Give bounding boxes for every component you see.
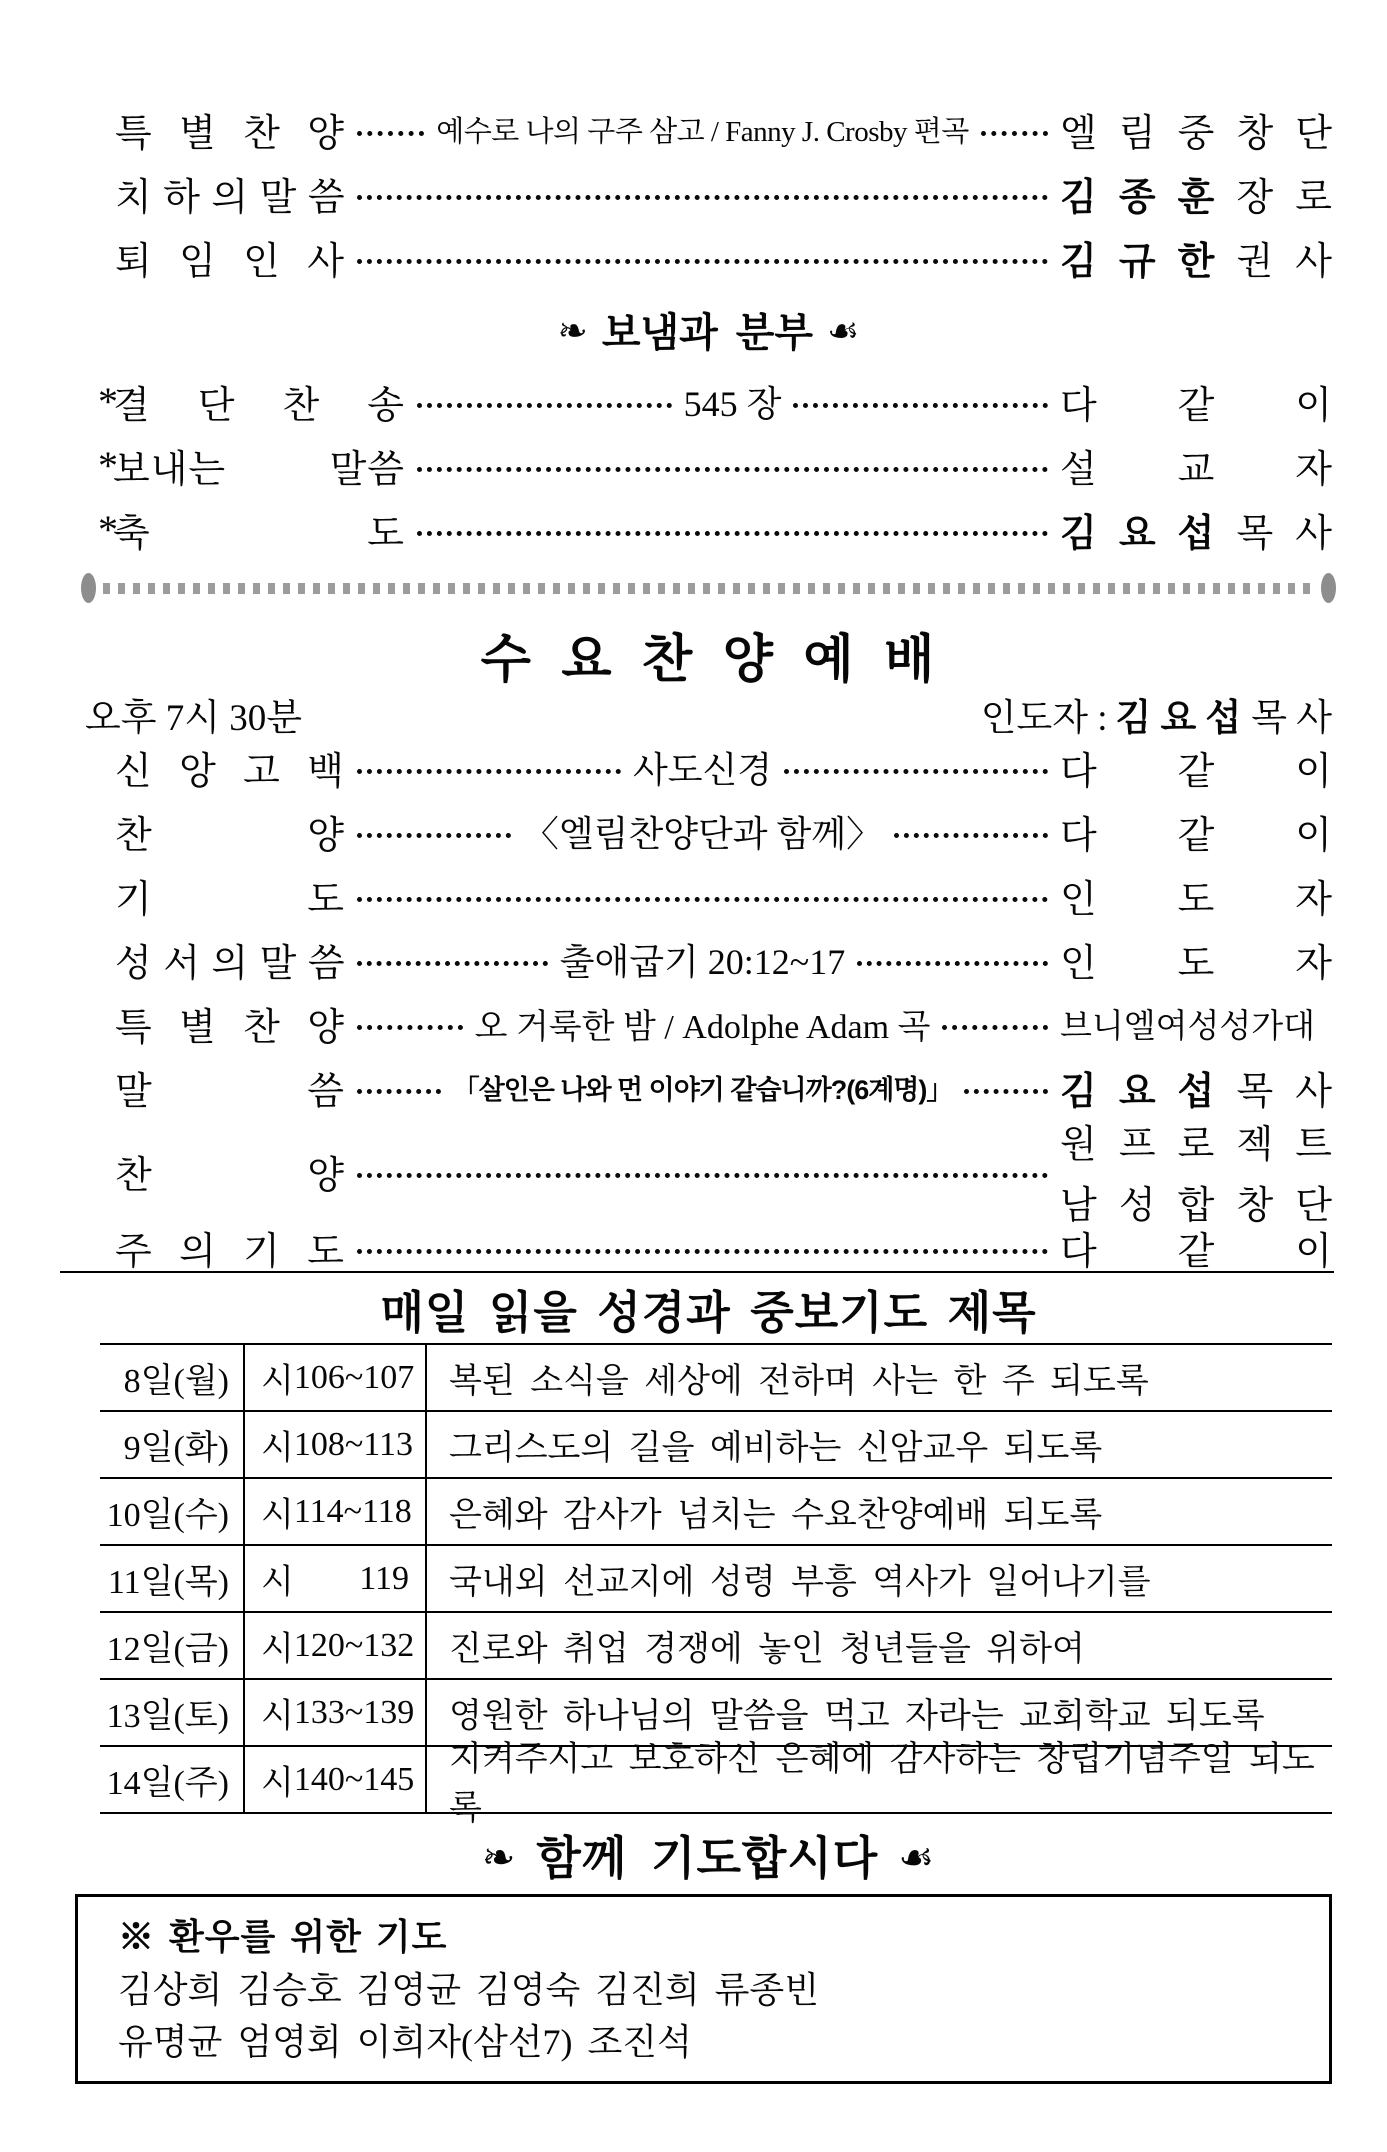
- order-line: [85, 927, 1332, 991]
- order-center: 예수로 나의 구주 삼고 / Fanny J. Crosby 편곡: [436, 115, 969, 148]
- order-name: 브니엘여성성가대: [1060, 1008, 1316, 1045]
- table-row: [100, 1479, 1332, 1546]
- pray-together-title: 함께 기도합시다: [536, 1832, 879, 1884]
- cell-date: 14일(주): [100, 1747, 245, 1812]
- dotted-leader: [857, 961, 1048, 966]
- order-name: 다 같 이: [1060, 814, 1332, 857]
- scripture-book: 시: [261, 1363, 294, 1400]
- cell-topic: 지켜주시고 보호하신 은혜에 감사하는 창립기념주일 되도록: [449, 1740, 1315, 1827]
- order-label: 말 씀: [115, 1070, 345, 1113]
- prayer-names-line: 김상희 김승호 김영균 김영숙 김진희 류종빈: [118, 1969, 819, 2010]
- order-center: 〈엘림찬양단과 함께〉: [522, 813, 883, 854]
- scripture-book: 시: [261, 1631, 294, 1668]
- order-label: 찬 양: [115, 814, 345, 857]
- leader-name-bold: 김 요 섭: [1115, 698, 1242, 739]
- sermon-title: 「살인은 나와 먼 이야기 같습니까?(6계명)」: [452, 1074, 953, 1105]
- order-name-line1: 원 프 로 젝 트: [1060, 1124, 1332, 1166]
- section-heading-text: 보냄과 분부: [601, 309, 814, 355]
- asterisk-mark: *: [98, 506, 118, 552]
- scripture-range: 108~113: [293, 1425, 413, 1463]
- order-line: [85, 1223, 1332, 1271]
- cell-scripture: [245, 1412, 427, 1477]
- dotted-leader: [357, 1249, 1048, 1254]
- cell-scripture: [245, 1613, 427, 1678]
- service-time-leader-line: [85, 693, 1332, 739]
- asterisk-mark: *: [98, 442, 118, 488]
- scripture-book: 시: [261, 1564, 294, 1601]
- cell-topic: 복된 소식을 세상에 전하며 사는 한 주 되도록: [449, 1363, 1149, 1400]
- order-center: 출애굽기 20:12~17: [559, 941, 846, 982]
- order-name: [1060, 102, 1332, 157]
- prayer-box-heading: ※ 환우를 위한 기도: [118, 1916, 448, 1957]
- leader-title: 목 사: [1251, 698, 1332, 739]
- cell-date: 12일(금): [100, 1613, 245, 1678]
- cell-scripture: [245, 1479, 427, 1544]
- asterisk-mark: *: [98, 378, 118, 424]
- order-name-line2: 남 성 합 창 단: [1060, 1185, 1332, 1227]
- order-name-regular: 엘 림 중 창 단: [1060, 112, 1333, 155]
- dotted-leader: [357, 897, 1048, 902]
- order-line: [85, 1055, 1332, 1119]
- order-name-regular: 장 로: [1236, 176, 1332, 219]
- order-line: [85, 1119, 1332, 1227]
- scripture-book: 시: [261, 1765, 294, 1802]
- cell-topic: 은혜와 감사가 넘치는 수요찬양예배 되도록: [449, 1497, 1103, 1534]
- divider-endcap-right: [1321, 573, 1336, 603]
- table-row: [100, 1412, 1332, 1479]
- cell-scripture: [245, 1546, 427, 1611]
- order-label: 보내는 말씀: [113, 448, 405, 491]
- dotted-leader: [357, 769, 621, 774]
- scripture-range: 120~132: [293, 1626, 415, 1664]
- order-line: [85, 369, 1332, 433]
- order-label: 퇴 임 인 사: [115, 240, 345, 283]
- order-line: [85, 433, 1332, 497]
- pray-together-heading: [85, 1826, 1332, 1884]
- order-center: 사도신경: [632, 749, 773, 790]
- order-line: [85, 991, 1332, 1055]
- cell-scripture: [245, 1747, 427, 1812]
- daily-reading-title: 매일 읽을 성경과 중보기도 제목: [380, 1286, 1037, 1338]
- dotted-leader: [894, 833, 1048, 838]
- order-line: [85, 97, 1332, 161]
- scripture-range: 133~139: [293, 1693, 415, 1731]
- order-name-bold: 김 종 훈: [1060, 176, 1237, 219]
- cell-scripture: [245, 1680, 427, 1745]
- order-line: [85, 225, 1332, 289]
- divider-endcap-left: [81, 573, 96, 603]
- table-row: [100, 1740, 1332, 1827]
- order-label: 기 도: [115, 878, 345, 921]
- order-name: 인 도 자: [1060, 942, 1332, 985]
- dotted-leader: [942, 1025, 1048, 1030]
- order-label: 특 별 찬 양: [115, 1006, 345, 1049]
- order-name-two-line: [1060, 1113, 1332, 1229]
- dotted-leader: [417, 403, 672, 408]
- fleuron-icon: ☙: [898, 1834, 936, 1880]
- order-name-regular: 권 사: [1236, 240, 1332, 283]
- cell-date: 9일(화): [100, 1412, 245, 1477]
- order-label: 신 앙 고 백: [115, 750, 345, 793]
- scripture-range: 106~107: [293, 1358, 415, 1396]
- dotted-leader: [357, 131, 424, 136]
- order-center: 545 장: [683, 383, 782, 424]
- order-label: 찬 양: [115, 1154, 345, 1197]
- dotted-leader: [357, 195, 1048, 200]
- order-name: [1060, 438, 1332, 493]
- dotted-leader: [793, 403, 1048, 408]
- fleuron-icon: ❧: [557, 311, 588, 351]
- cell-topic: 그리스도의 길을 예비하는 신암교우 되도록: [449, 1430, 1103, 1467]
- service-time: 오후 7시 30분: [85, 698, 302, 739]
- scripture-range: 114~118: [293, 1492, 412, 1530]
- dotted-leader: [357, 1173, 1048, 1178]
- fleuron-icon: ❧: [481, 1834, 517, 1880]
- order-label: 결 단 찬 송: [113, 384, 405, 427]
- order-label: 특 별 찬 양: [115, 112, 345, 155]
- dotted-leader: [357, 1025, 463, 1030]
- prayer-request-box: [75, 1894, 1332, 2084]
- order-line: [85, 863, 1332, 927]
- order-name-regular: 목 사: [1236, 1070, 1333, 1113]
- daily-reading-table: [100, 1343, 1332, 1827]
- dotted-leader: [964, 1089, 1048, 1094]
- order-name: [1060, 374, 1332, 429]
- order-name-regular: 다 같 이: [1060, 384, 1332, 427]
- order-label: 주 의 기 도: [115, 1230, 345, 1273]
- order-name: 인 도 자: [1060, 878, 1332, 921]
- scripture-book: 시: [261, 1698, 294, 1735]
- scripture-range: 140~145: [293, 1760, 415, 1798]
- divider-dashes: [103, 583, 1314, 594]
- order-label: 치 하 의 말 씀: [115, 176, 346, 219]
- cell-date: 11일(목): [100, 1546, 245, 1611]
- dotted-leader: [417, 531, 1048, 536]
- order-name: [1060, 502, 1332, 557]
- section-divider: [81, 561, 1336, 615]
- scripture-book: 시: [261, 1497, 294, 1534]
- fleuron-icon: ☙: [827, 311, 860, 351]
- order-label: 성 서 의 말 씀: [115, 942, 346, 985]
- order-name: [1060, 1060, 1332, 1115]
- order-name: [1060, 166, 1332, 221]
- table-row: [100, 1613, 1332, 1680]
- table-row: [100, 1546, 1332, 1613]
- cell-date: 13일(토): [100, 1680, 245, 1745]
- order-name-regular: 설 교 자: [1060, 448, 1332, 491]
- order-name: 다 같 이: [1060, 1230, 1332, 1273]
- dotted-leader: [357, 833, 511, 838]
- cell-date: 10일(수): [100, 1479, 245, 1544]
- prayer-names-line: 유명균 엄영회 이희자(삼선7) 조진석: [118, 2021, 692, 2062]
- scripture-range: 119: [359, 1559, 409, 1597]
- order-name: [1060, 230, 1332, 285]
- wednesday-service-title: 수 요 찬 양 예 배: [480, 630, 937, 689]
- order-line: [85, 161, 1332, 225]
- dotted-leader: [417, 467, 1048, 472]
- dotted-leader: [784, 769, 1048, 774]
- table-row: [100, 1345, 1332, 1412]
- dotted-leader: [357, 961, 548, 966]
- dotted-leader: [981, 131, 1048, 136]
- cell-topic: 진로와 취업 경쟁에 놓인 청년들을 위하여: [449, 1631, 1085, 1668]
- leader-label: 인도자 :: [980, 698, 1108, 739]
- order-line: [85, 799, 1332, 863]
- cell-topic: 국내외 선교지에 성령 부흥 역사가 일어나기를: [449, 1564, 1151, 1601]
- order-name-bold: 김 요 섭: [1060, 512, 1237, 555]
- scripture-book: 시: [261, 1430, 294, 1467]
- order-line: [85, 735, 1332, 799]
- cell-date: 8일(월): [100, 1345, 245, 1410]
- section-heading-sending: [85, 289, 1332, 369]
- cell-topic: 영원한 하나님의 말씀을 먹고 자라는 교회학교 되도록: [449, 1698, 1265, 1735]
- cell-scripture: [245, 1345, 427, 1410]
- order-name-regular: 목 사: [1236, 512, 1332, 555]
- order-name-bold: 김 요 섭: [1060, 1070, 1237, 1113]
- order-label: 축 도: [113, 512, 405, 555]
- order-name: 다 같 이: [1060, 750, 1333, 793]
- dotted-leader: [357, 259, 1048, 264]
- dotted-leader: [357, 1089, 441, 1094]
- order-line: [85, 497, 1332, 561]
- order-name-bold: 김 규 한: [1060, 240, 1237, 283]
- order-center: 오 거룩한 밤 / Adolphe Adam 곡: [474, 1008, 931, 1046]
